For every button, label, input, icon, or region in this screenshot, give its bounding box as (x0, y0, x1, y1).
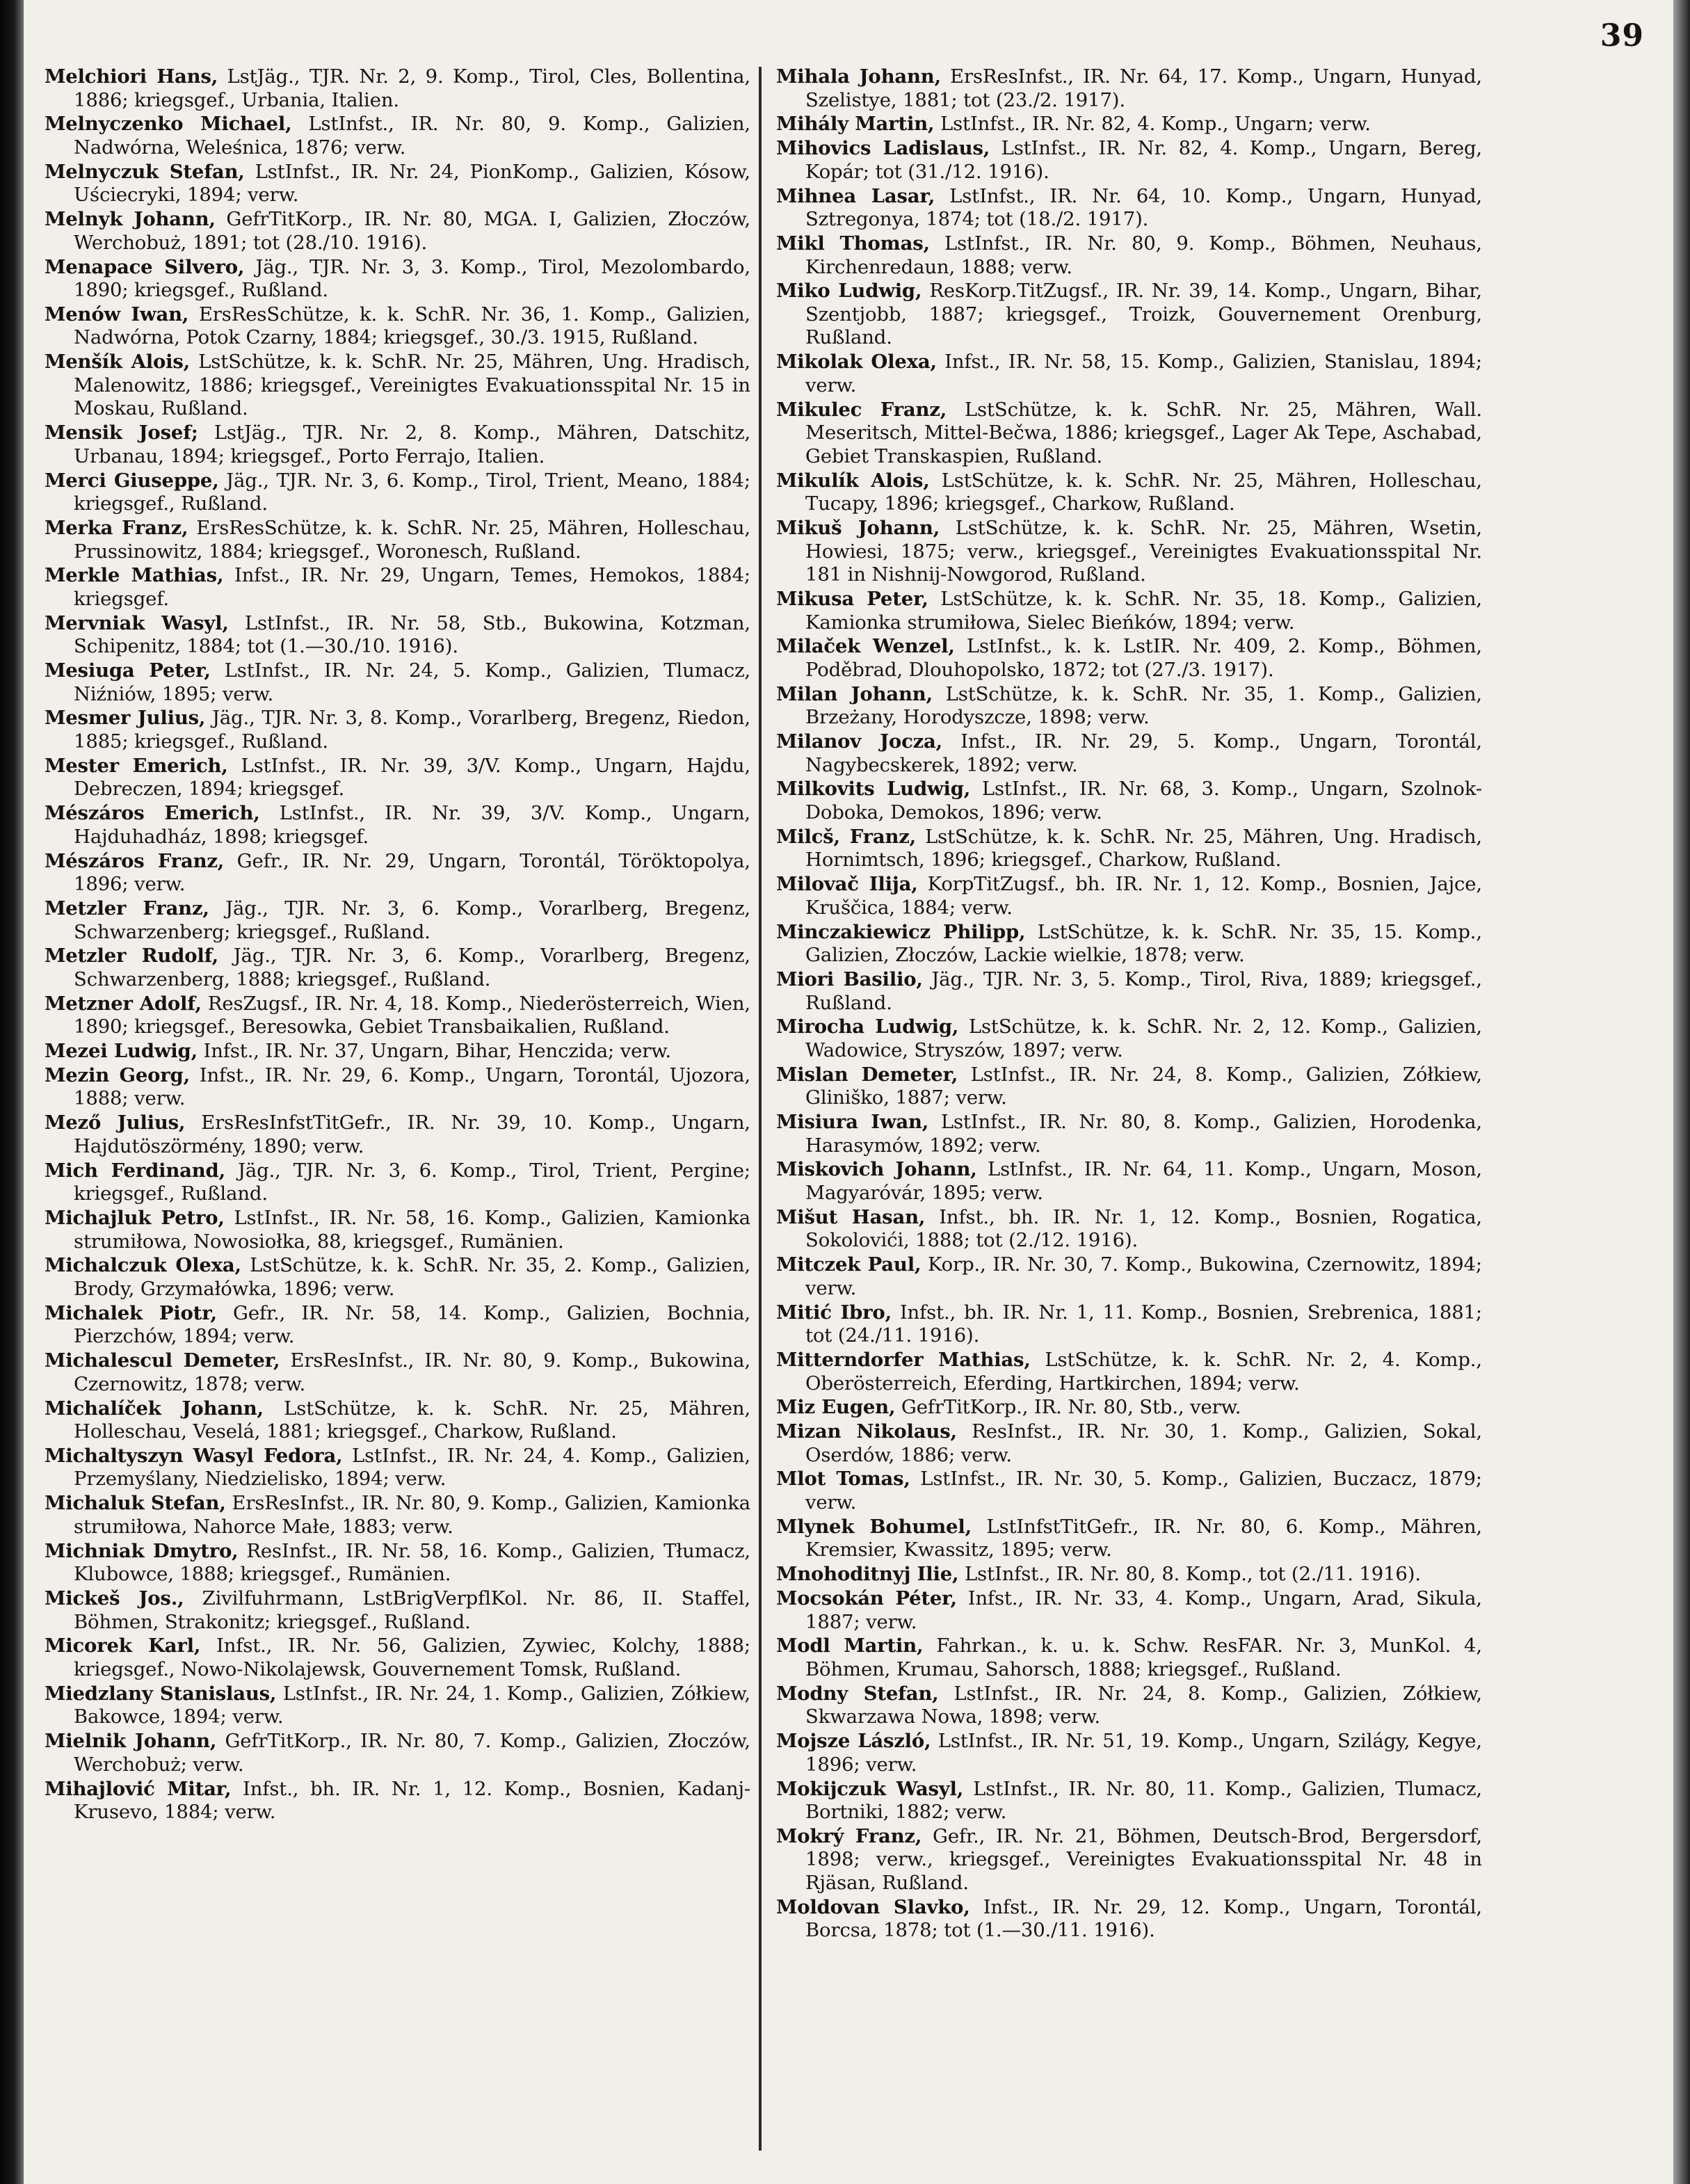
entry-details: LstSchütze, k. k. SchR. Nr. 25, Mähren, Holleschau, Tucapy, 1896; kriegsgef., Charkow, Rußland. (805, 469, 1482, 515)
entry-details: LstInfst., IR. Nr. 80, 9. Komp., Galizien, Nadwórna, Weleśnica, 1876; verw. (74, 113, 751, 159)
entry-details: Infst., bh. IR. Nr. 1, 12. Komp., Bosnien, Rogatica, Sokolovići, 1888; tot (2./12. 1916). (805, 1205, 1483, 1252)
casualty-entry (45, 1730, 750, 1776)
casualty-entry (776, 635, 1482, 682)
entry-name: Menšík Alois, (45, 351, 191, 374)
entry-details: LstInfst., IR. Nr. 82, 4. Komp., Ungarn, Bereg, Kopár; tot (31./12. 1916). (805, 137, 1482, 183)
entry-name: Menapace Silvero, (45, 255, 245, 278)
casualty-entry (45, 1254, 750, 1301)
casualty-entry (45, 421, 750, 468)
entry-name: Metzner Adolf, (45, 992, 202, 1015)
entry-details: LstSchütze, k. k. SchR. Nr. 35, 2. Komp., Galizien, Brody, Grzymałówka, 1896; verw. (74, 1254, 750, 1300)
entry-details: LstInfst., IR. Nr. 24, 4. Komp., Galizien, Przemyślany, Niedzielisko, 1894; verw. (74, 1444, 751, 1491)
entry-details: LstInfst., IR. Nr. 30, 5. Komp., Galizien, Buczacz, 1879; verw. (805, 1468, 1482, 1514)
entry-name: Mielnik Johann, (45, 1730, 217, 1753)
entry-details: Infst., IR. Nr. 29, 12. Komp., Ungarn, Torontál, Borcsa, 1878; tot (1.—30./11. 1916). (805, 1895, 1482, 1942)
entry-details: LstSchütze, k. k. SchR. Nr. 25, Mähren, Wsetin, Howiesi, 1875; verw., kriegsgef., Vereinigtes Evakuationsspital Nr. 181 in Nishnij-Nowgorod, Rußland. (805, 516, 1482, 586)
entry-name: Mikolak Olexa, (776, 351, 937, 374)
entry-name: Michalíček Johann, (45, 1397, 264, 1420)
entry-name: Mihnea Lasar, (776, 184, 935, 207)
entry-name: Mesmer Julius, (45, 707, 206, 730)
entry-name: Merkle Mathias, (45, 564, 224, 587)
entry-name: Michalczuk Olexa, (45, 1254, 241, 1277)
entry-name: Menów Iwan, (45, 303, 189, 326)
entry-name: Michalek Piotr, (45, 1301, 217, 1324)
casualty-entry (776, 185, 1482, 232)
entry-details: Infst., bh. IR. Nr. 1, 12. Komp., Bosnien, Kadanj-Krusevo, 1884; verw. (74, 1777, 750, 1824)
casualty-entry (776, 113, 1482, 136)
entry-name: Merci Giuseppe, (45, 469, 219, 492)
entry-details: ErsResSchütze, k. k. SchR. Nr. 25, Mähren, Holleschau, Prussinowitz, 1884; kriegsgef., Woronesch, Rußland. (74, 516, 750, 563)
casualty-entry (45, 65, 750, 112)
entry-details: ResZugsf., IR. Nr. 4, 18. Komp., Niederösterreich, Wien, 1890; kriegsgef., Beresowka, Gebiet Transbaikalien, Rußland. (74, 992, 750, 1038)
casualty-entry (776, 1206, 1482, 1253)
entry-name: Mezin Georg, (45, 1063, 190, 1086)
casualty-entry (776, 1587, 1482, 1634)
casualty-entry (45, 1040, 750, 1063)
entry-name: Mocsokán Péter, (776, 1587, 957, 1609)
casualty-entry (45, 208, 750, 255)
entry-name: Mirocha Ludwig, (776, 1015, 959, 1038)
casualty-entry (776, 351, 1482, 397)
entry-details: Gefr., IR. Nr. 21, Böhmen, Deutsch-Brod, Bergersdorf, 1898; verw., kriegsgef., Vereinigtes Evakuationsspital Nr. 48 in Rjäsan, Rußland. (805, 1824, 1482, 1895)
casualty-entry (45, 945, 750, 991)
entry-details: GefrTitKorp., IR. Nr. 80, MGA. I, Galizien, Złoczów, Werchobuż, 1891; tot (28./10. 1916). (74, 208, 750, 254)
entry-name: Mihovics Ladislaus, (776, 137, 990, 160)
entry-details: LstInfst., IR. Nr. 24, PionKomp., Galizien, Kósow, Uściecryki, 1894; verw. (74, 160, 750, 207)
casualty-entry (45, 659, 750, 706)
casualty-entry (45, 755, 750, 801)
entry-name: Mikulec Franz, (776, 398, 947, 421)
page-right-edge (1673, 0, 1690, 2184)
entry-details: LstInfst., IR. Nr. 24, 1. Komp., Galizien, Zółkiew, Bakowce, 1894; verw. (74, 1682, 750, 1728)
casualty-entry (776, 1301, 1482, 1348)
entry-name: Mesiuga Peter, (45, 659, 211, 682)
casualty-entry (45, 897, 750, 944)
casualty-entry (776, 968, 1482, 1015)
entry-details: ErsResSchütze, k. k. SchR. Nr. 36, 1. Komp., Galizien, Nadwórna, Potok Czarny, 1884; kriegsgef., 30./3. 1915, Rußland. (74, 303, 751, 349)
entry-details: LstInfst., IR. Nr. 58, Stb., Bukowina, Kotzman, Schipenitz, 1884; tot (1.—30./10. 1916). (74, 611, 750, 658)
entry-details: LstInfst., IR. Nr. 80, 9. Komp., Böhmen, Neuhaus, Kirchenredaun, 1888; verw. (805, 232, 1482, 278)
entry-details: ErsResInfst., IR. Nr. 80, 9. Komp., Bukowina, Czernowitz, 1878; verw. (74, 1349, 750, 1395)
entry-details: LstInfst., IR. Nr. 58, 16. Komp., Galizien, Kamionka strumiłowa, Nowosiołka, 88, kriegsgef., Rumänien. (74, 1207, 750, 1253)
entry-name: Micorek Karl, (45, 1635, 201, 1657)
casualty-entry (776, 921, 1482, 967)
entry-details: LstInfst., IR. Nr. 82, 4. Komp., Ungarn; verw. (934, 113, 1371, 136)
casualty-entry (45, 1397, 750, 1444)
entry-details: Infst., IR. Nr. 58, 15. Komp., Galizien, Stanislau, 1894; verw. (805, 351, 1482, 396)
entry-details: LstSchütze, k. k. SchR. Nr. 2, 12. Komp., Galizien, Wadowice, Stryszów, 1897; verw. (805, 1015, 1482, 1061)
casualty-entry (45, 1635, 750, 1681)
casualty-entry (45, 1683, 750, 1729)
casualty-entry (776, 1825, 1482, 1895)
entry-details: LstInfst., IR. Nr. 24, 8. Komp., Galizien, Zółkiew, Skwarzawa Nowa, 1898; verw. (805, 1682, 1482, 1728)
entry-details: ResKorp.TitZugsf., IR. Nr. 39, 14. Komp., Ungarn, Bihar, Szentjobb, 1887; kriegsgef., Troizk, Gouvernement Orenburg, Rußland. (805, 280, 1482, 349)
entry-name: Miori Basilio, (776, 967, 923, 990)
casualty-entry (776, 873, 1482, 920)
casualty-entry (776, 65, 1482, 112)
casualty-entry (45, 1207, 750, 1253)
entry-name: Melchiori Hans, (45, 65, 218, 88)
entry-name: Mich Ferdinand, (45, 1159, 225, 1182)
entry-name: Minczakiewicz Philipp, (776, 920, 1026, 943)
entry-name: Mikl Thomas, (776, 232, 930, 255)
entry-details: LstInfst., IR. Nr. 64, 10. Komp., Ungarn, Hunyad, Sztregonya, 1874; tot (18./2. 1917). (805, 184, 1482, 231)
entry-details: Infst., IR. Nr. 29, 6. Komp., Ungarn, Torontál, Ujozora, 1888; verw. (74, 1063, 750, 1110)
entry-details: LstJäg., TJR. Nr. 2, 9. Komp., Tirol, Cles, Bollentina, 1886; kriegsgef., Urbania, Italien. (74, 65, 751, 111)
casualty-entry (776, 1683, 1482, 1729)
entry-details: LstSchütze, k. k. SchR. Nr. 35, 1. Komp., Galizien, Brzeżany, Horodyszcze, 1898; verw. (805, 682, 1482, 729)
entry-name: Milanov Jocza, (776, 730, 943, 753)
entry-details: LstInfst., k. k. LstIR. Nr. 409, 2. Komp., Böhmen, Poděbrad, Dlouhopolsko, 1872; tot (27./3. 1917). (805, 635, 1482, 681)
entry-name: Mervniak Wasyl, (45, 611, 229, 634)
casualty-entry (45, 1064, 750, 1111)
entry-name: Mitić Ibro, (776, 1301, 892, 1324)
entry-details: Jäg., TJR. Nr. 3, 8. Komp., Vorarlberg, Bregenz, Riedon, 1885; kriegsgef., Rußland. (74, 707, 750, 753)
casualty-entry (45, 564, 750, 611)
entry-name: Miko Ludwig, (776, 280, 922, 303)
casualty-entry (776, 1015, 1482, 1062)
casualty-entry (776, 399, 1482, 469)
casualty-entry (776, 1563, 1482, 1587)
casualty-entry (776, 1635, 1482, 1681)
entry-details: Fahrkan., k. u. k. Schw. ResFAR. Nr. 3, MunKol. 4, Böhmen, Krumau, Sahorsch, 1888; kriegsgef., Rußland. (805, 1635, 1482, 1680)
casualty-entry (776, 588, 1482, 634)
entry-name: Mokijczuk Wasyl, (776, 1777, 964, 1800)
casualty-entry (776, 1730, 1482, 1776)
entry-name: Modl Martin, (776, 1635, 924, 1657)
casualty-entry (776, 1253, 1482, 1300)
entry-details: Infst., IR. Nr. 37, Ungarn, Bihar, Henczida; verw. (197, 1040, 671, 1063)
entry-name: Mišut Hasan, (776, 1205, 926, 1228)
entry-details: Jäg., TJR. Nr. 3, 6. Komp., Tirol, Trient, Pergine; kriegsgef., Rußland. (74, 1159, 750, 1205)
casualty-entry (45, 707, 750, 753)
entry-name: Michalescul Demeter, (45, 1349, 280, 1372)
casualty-entry (45, 351, 750, 421)
casualty-entry (776, 280, 1482, 350)
entry-name: Mickeš Jos., (45, 1587, 184, 1609)
entry-name: Miedzlany Stanislaus, (45, 1682, 277, 1705)
entry-details: LstSchütze, k. k. SchR. Nr. 25, Mähren, Ung. Hradisch, Hornimtsch, 1896; kriegsgef., Charkow, Rußland. (805, 825, 1482, 872)
entry-name: Mihajlović Mitar, (45, 1777, 232, 1800)
entry-details: Infst., bh. IR. Nr. 1, 11. Komp., Bosnien, Srebrenica, 1881; tot (24./11. 1916). (805, 1301, 1482, 1347)
entry-name: Mikulík Alois, (776, 469, 930, 492)
entry-details: LstInfst., IR. Nr. 80, 8. Komp., tot (2./11. 1916). (958, 1563, 1421, 1586)
entry-name: Miz Eugen, (776, 1396, 896, 1419)
casualty-entry (45, 1540, 750, 1587)
entry-name: Mészáros Emerich, (45, 802, 260, 825)
entry-details: GefrTitKorp., IR. Nr. 80, 7. Komp., Galizien, Złoczów, Werchobuż; verw. (74, 1730, 750, 1776)
entry-details: Jäg., TJR. Nr. 3, 6. Komp., Tirol, Trient, Meano, 1884; kriegsgef., Rußland. (74, 469, 750, 515)
entry-name: Milkovits Ludwig, (776, 778, 971, 801)
entry-name: Mező Julius, (45, 1111, 186, 1134)
casualty-entry (776, 469, 1482, 516)
casualty-entry (776, 1158, 1482, 1205)
casualty-entry (776, 232, 1482, 279)
column-divider (759, 67, 762, 2151)
right-column (776, 65, 1482, 1943)
book-binding-edge (0, 0, 24, 2184)
entry-name: Mensik Josef; (45, 421, 198, 444)
entry-details: LstSchütze, k. k. SchR. Nr. 25, Mähren, Holleschau, Veselá, 1881; kriegsgef., Charkow, Rußland. (74, 1397, 750, 1443)
entry-name: Mnohoditnyj Ilie, (776, 1563, 959, 1586)
entry-name: Mlynek Bohumel, (776, 1515, 972, 1538)
entry-details: LstSchütze, k. k. SchR. Nr. 25, Mähren, Ung. Hradisch, Malenowitz, 1886; kriegsgef., Vereinigtes Evakuationsspital Nr. 15 in Moskau, Rußland. (74, 351, 750, 420)
casualty-entry (45, 161, 750, 207)
casualty-entry (45, 802, 750, 849)
entry-details: ErsResInfst., IR. Nr. 80, 9. Komp., Galizien, Kamionka strumiłowa, Nahorce Małe, 1883; verw. (74, 1492, 750, 1538)
casualty-entry (776, 1111, 1482, 1157)
entry-name: Mester Emerich, (45, 754, 228, 777)
casualty-entry (776, 730, 1482, 777)
casualty-entry (776, 1778, 1482, 1824)
casualty-entry (45, 1349, 750, 1396)
entry-name: Milan Johann, (776, 682, 933, 705)
entry-name: Mikusa Peter, (776, 587, 928, 610)
casualty-entry (45, 1445, 750, 1491)
entry-details: LstSchütze, k. k. SchR. Nr. 35, 18. Komp., Galizien, Kamionka strumiłowa, Sielec Bieńków, 1894; verw. (805, 587, 1482, 634)
casualty-entry (45, 1778, 750, 1824)
entry-details: ResInfst., IR. Nr. 58, 16. Komp., Galizien, Tłumacz, Klubowce, 1888; kriegsgef., Rumänien. (74, 1539, 750, 1586)
entry-details: Jäg., TJR. Nr. 3, 5. Komp., Tirol, Riva, 1889; kriegsgef., Rußland. (805, 967, 1482, 1014)
casualty-entry (776, 137, 1482, 184)
entry-details: LstInfst., IR. Nr. 51, 19. Komp., Ungarn, Szilágy, Kegye, 1896; verw. (805, 1730, 1483, 1776)
entry-name: Mészáros Franz, (45, 849, 225, 872)
casualty-entry (776, 1420, 1482, 1467)
casualty-entry (776, 517, 1482, 587)
casualty-entry (776, 826, 1482, 872)
entry-name: Michajluk Petro, (45, 1207, 225, 1229)
entry-details: LstInfst., IR. Nr. 68, 3. Komp., Ungarn, Szolnok-Doboka, Demokos, 1896; verw. (805, 778, 1482, 824)
entry-name: Mihály Martin, (776, 113, 935, 136)
casualty-entry (776, 1349, 1482, 1395)
entry-name: Misiura Iwan, (776, 1111, 929, 1134)
entry-name: Mizan Nikolaus, (776, 1420, 957, 1443)
casualty-entry (776, 778, 1482, 824)
casualty-entry (45, 1111, 750, 1158)
casualty-entry (45, 469, 750, 516)
entry-details: GefrTitKorp., IR. Nr. 80, Stb., verw. (895, 1396, 1241, 1419)
casualty-entry (776, 1396, 1482, 1420)
entry-details: ErsResInfst., IR. Nr. 64, 17. Komp., Ungarn, Hunyad, Szelistye, 1881; tot (23./2. 1917). (805, 65, 1482, 111)
page-number: 39 (1600, 18, 1644, 54)
entry-details: LstSchütze, k. k. SchR. Nr. 2, 4. Komp., Oberösterreich, Eferding, Hartkirchen, 1894; verw. (805, 1348, 1482, 1395)
entry-name: Melnyczenko Michael, (45, 113, 292, 136)
casualty-entry (776, 683, 1482, 730)
entry-name: Moldovan Slavko, (776, 1895, 970, 1918)
entry-details: Infst., IR. Nr. 29, Ungarn, Temes, Hemokos, 1884; kriegsgef. (74, 564, 750, 610)
casualty-entry (45, 113, 750, 159)
entry-name: Milcš, Franz, (776, 825, 917, 848)
entry-details: LstInfst., IR. Nr. 24, 5. Komp., Galizien, Tlumacz, Niźniów, 1895; verw. (74, 659, 750, 705)
entry-details: Infst., IR. Nr. 33, 4. Komp., Ungarn, Arad, Sikula, 1887; verw. (805, 1587, 1482, 1633)
casualty-entry (45, 1587, 750, 1634)
entry-details: LstInfst., IR. Nr. 80, 8. Komp., Galizien, Horodenka, Harasymów, 1892; verw. (805, 1111, 1482, 1157)
entry-details: LstInfstTitGefr., IR. Nr. 80, 6. Komp., Mähren, Kremsier, Kwassitz, 1895; verw. (805, 1515, 1482, 1561)
entry-details: Gefr., IR. Nr. 29, Ungarn, Torontál, Töröktopolya, 1896; verw. (74, 849, 751, 896)
casualty-entry (45, 1492, 750, 1539)
entry-details: LstInfst., IR. Nr. 24, 8. Komp., Galizien, Zółkiew, Gliniško, 1887; verw. (805, 1063, 1482, 1109)
entry-details: KorpTitZugsf., bh. IR. Nr. 1, 12. Komp., Bosnien, Jajce, Kruščica, 1884; verw. (805, 873, 1482, 919)
casualty-entry (776, 1063, 1482, 1110)
entry-details: Korp., IR. Nr. 30, 7. Komp., Bukowina, Czernowitz, 1894; verw. (805, 1253, 1483, 1299)
casualty-entry (776, 1468, 1482, 1514)
casualty-entry (45, 517, 750, 563)
entry-name: Mezei Ludwig, (45, 1040, 198, 1063)
casualty-entry (45, 303, 750, 350)
entry-name: Michaltyszyn Wasyl Fedora, (45, 1444, 343, 1467)
entry-details: Infst., IR. Nr. 56, Galizien, Zywiec, Kolchy, 1888; kriegsgef., Nowo-Nikolajewsk, Gouvernement Tomsk, Rußland. (74, 1635, 751, 1680)
entry-name: Merka Franz, (45, 516, 188, 539)
entry-details: LstJäg., TJR. Nr. 2, 8. Komp., Mähren, Datschitz, Urbanau, 1894; kriegsgef., Porto Ferrajo, Italien. (74, 421, 750, 467)
entry-details: Jäg., TJR. Nr. 3, 6. Komp., Vorarlberg, Bregenz, Schwarzenberg; kriegsgef., Rußland. (74, 897, 750, 943)
casualty-entry (45, 1159, 750, 1206)
entry-details: LstSchütze, k. k. SchR. Nr. 35, 15. Komp., Galizien, Złoczów, Lackie wielkie, 1878; verw. (805, 920, 1482, 967)
entry-name: Melnyk Johann, (45, 208, 216, 231)
entry-name: Michaluk Stefan, (45, 1492, 226, 1515)
entry-details: LstInfst., IR. Nr. 39, 3/V. Komp., Ungarn, Hajdu, Debreczen, 1894; kriegsgef. (74, 754, 750, 801)
entry-details: ResInfst., IR. Nr. 30, 1. Komp., Galizien, Sokal, Oserdów, 1886; verw. (805, 1420, 1482, 1466)
entry-name: Mikuš Johann, (776, 516, 940, 539)
entry-details: Infst., IR. Nr. 29, 5. Komp., Ungarn, Torontál, Nagybecskerek, 1892; verw. (805, 730, 1482, 776)
casualty-entry (776, 1896, 1482, 1943)
entry-name: Metzler Franz, (45, 897, 209, 920)
casualty-entry (45, 993, 750, 1039)
entry-details: Zivilfuhrmann, LstBrigVerpflKol. Nr. 86, II. Staffel, Böhmen, Strakonitz; kriegsgef., Rußland. (74, 1587, 750, 1633)
entry-name: Mislan Demeter, (776, 1063, 958, 1086)
entry-name: Mitczek Paul, (776, 1253, 922, 1276)
entry-details: LstInfst., IR. Nr. 80, 11. Komp., Galizien, Tlumacz, Bortniki, 1882; verw. (805, 1777, 1482, 1824)
entry-name: Mlot Tomas, (776, 1468, 910, 1491)
casualty-entry (45, 850, 750, 897)
entry-name: Metzler Rudolf, (45, 945, 219, 967)
entry-details: LstSchütze, k. k. SchR. Nr. 25, Mähren, Wall. Meseritsch, Mittel-Bečwa, 1886; kriegsgef., Lager Ak Tepe, Aschabad, Gebiet Transkaspien, Rußland. (805, 398, 1482, 467)
entry-details: LstInfst., IR. Nr. 39, 3/V. Komp., Ungarn, Hajduhadház, 1898; kriegsgef. (74, 802, 750, 848)
entry-details: ErsResInfstTitGefr., IR. Nr. 39, 10. Komp., Ungarn, Hajdutöszörmény, 1890; verw. (74, 1111, 750, 1157)
entry-name: Milaček Wenzel, (776, 635, 955, 658)
entry-name: Miskovich Johann, (776, 1158, 977, 1181)
entry-name: Michniak Dmytro, (45, 1539, 239, 1562)
entry-name: Mojsze László, (776, 1730, 931, 1753)
casualty-entry (45, 256, 750, 303)
entry-details: Jäg., TJR. Nr. 3, 6. Komp., Vorarlberg, Bregenz, Schwarzenberg, 1888; kriegsgef., Rußland. (74, 945, 750, 990)
casualty-entry (776, 1516, 1482, 1562)
entry-name: Melnyczuk Stefan, (45, 160, 245, 183)
casualty-entry (45, 612, 750, 659)
entry-details: LstInfst., IR. Nr. 64, 11. Komp., Ungarn, Moson, Magyaróvár, 1895; verw. (805, 1158, 1482, 1205)
entry-name: Mokrý Franz, (776, 1824, 922, 1847)
entry-name: Milovač Ilija, (776, 873, 918, 896)
entry-details: Gefr., IR. Nr. 58, 14. Komp., Galizien, Bochnia, Pierzchów, 1894; verw. (74, 1301, 751, 1348)
entry-name: Modny Stefan, (776, 1682, 939, 1705)
casualty-entry (45, 1302, 750, 1349)
entry-details: Jäg., TJR. Nr. 3, 3. Komp., Tirol, Mezolombardo, 1890; kriegsgef., Rußland. (74, 255, 750, 302)
entry-name: Mitterndorfer Mathias, (776, 1348, 1031, 1371)
left-column (45, 65, 750, 1825)
entry-name: Mihala Johann, (776, 65, 941, 88)
